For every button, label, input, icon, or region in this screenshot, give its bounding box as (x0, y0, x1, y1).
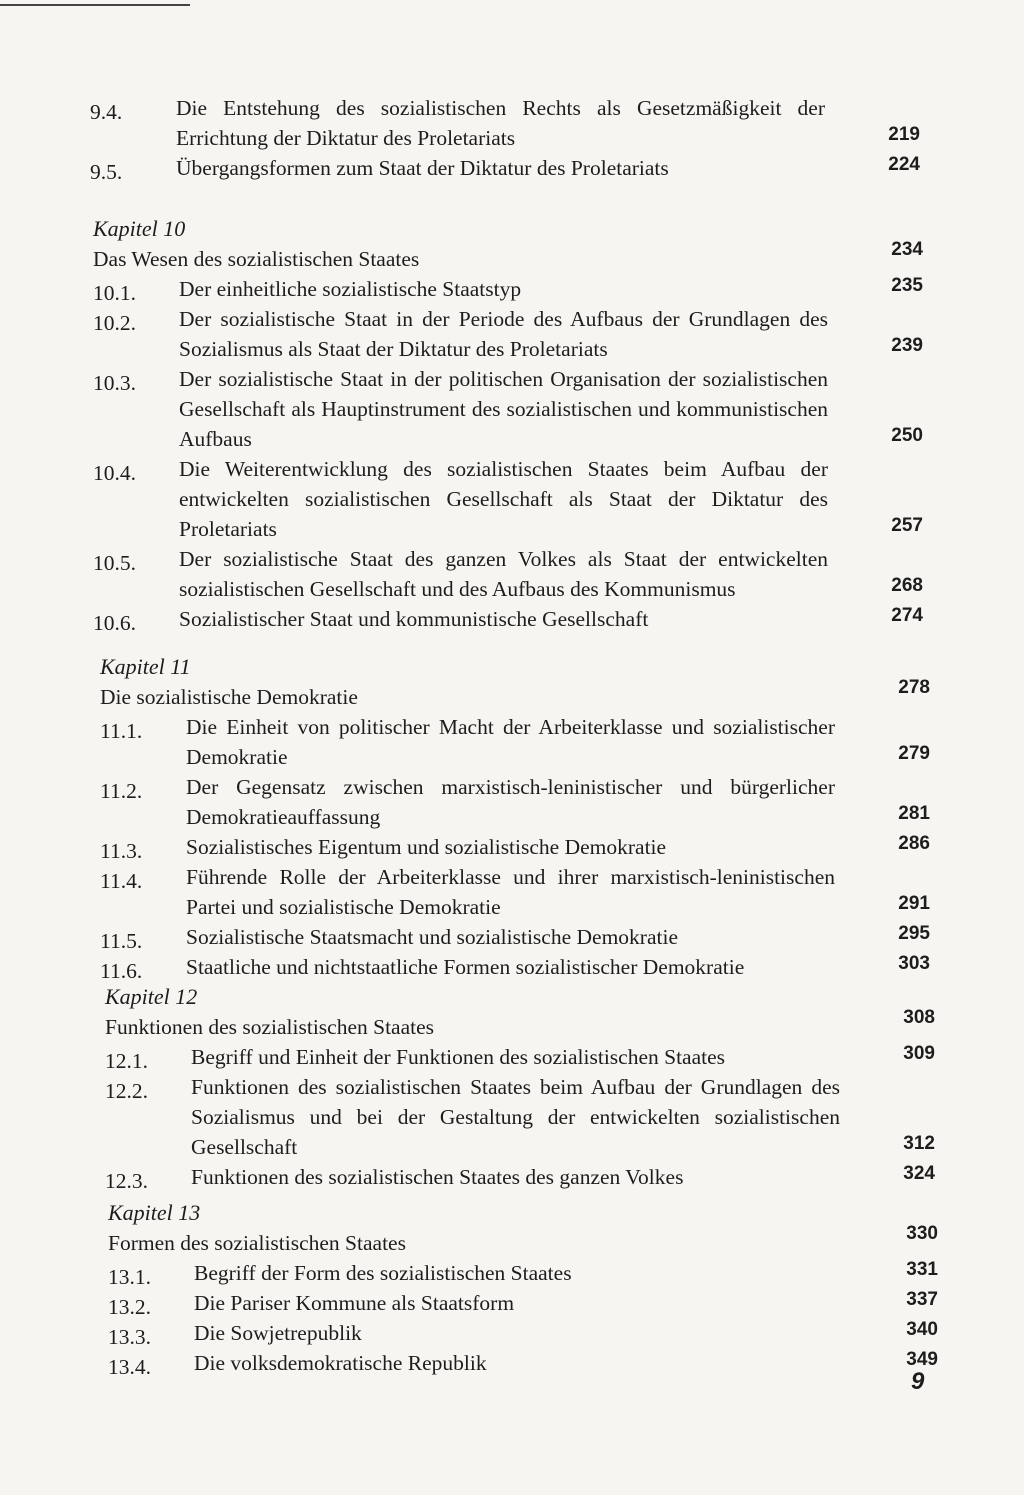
chapter-title (100, 677, 930, 712)
entry-page: 337 (906, 1289, 938, 1310)
entry-number: 10.4. (93, 461, 136, 485)
toc-entry (108, 1318, 938, 1348)
entry-title: Führende Rolle der Arbeiterklasse und ihrer marxistisch-leninistischen Partei und sozialistische Demokratie (186, 865, 835, 919)
chapter-label: Kapitel 12 (105, 984, 198, 1009)
chapter-title (105, 1007, 935, 1042)
entry-number: 10.3. (93, 371, 136, 395)
entry-page: 235 (891, 275, 923, 296)
chapter-title-text: Die sozialistische Demokratie (100, 685, 358, 709)
entry-title: Sozialistisches Eigentum und sozialistische Demokratie (186, 835, 667, 859)
toc-entry (90, 93, 920, 153)
entry-number: 11.5. (100, 929, 143, 953)
toc-entry (93, 604, 923, 634)
entry-number: 11.3. (100, 839, 143, 863)
entry-page: 219 (888, 124, 920, 145)
entry-page: 309 (903, 1043, 935, 1064)
entry-number: 13.1. (108, 1265, 151, 1289)
chapter-page: 278 (898, 677, 930, 698)
entry-number: 10.1. (93, 281, 136, 305)
entry-number: 13.4. (108, 1355, 151, 1379)
entry-page: 279 (898, 743, 930, 764)
entry-title: Übergangsformen zum Staat der Diktatur des Proletariats (176, 156, 669, 180)
chapter-10 (93, 214, 923, 634)
entry-page: 224 (888, 154, 920, 175)
entry-number: 11.1. (100, 719, 143, 743)
entry-page: 340 (906, 1319, 938, 1340)
toc-entry (93, 304, 923, 364)
entry-title: Die Pariser Kommune als Staatsform (194, 1291, 515, 1315)
entry-title: Funktionen des sozialistischen Staates beim Aufbau der Grundlagen des Sozialismus und bei der Gestaltung der entwickelten sozialistischen Gesellschaft (191, 1075, 840, 1159)
chapter-9-continuation (90, 93, 920, 183)
entry-title: Begriff und Einheit der Funktionen des sozialistischen Staates (191, 1045, 726, 1069)
toc-entry (100, 952, 930, 982)
toc-entry (100, 772, 930, 832)
entry-number: 10.6. (93, 611, 136, 635)
entry-title: Die volksdemokratische Republik (194, 1351, 487, 1375)
entry-number: 11.2. (100, 779, 143, 803)
chapter-label: Kapitel 10 (93, 216, 186, 241)
entry-number: 12.3. (105, 1169, 148, 1193)
toc-entry (100, 832, 930, 862)
toc-entry (108, 1258, 938, 1288)
entry-page: 295 (898, 923, 930, 944)
entry-number: 13.2. (108, 1295, 151, 1319)
chapter-label: Kapitel 13 (108, 1200, 201, 1225)
entry-title: Der einheitliche sozialistische Staatstyp (179, 277, 522, 301)
entry-title: Funktionen des sozialistischen Staates des ganzen Volkes (191, 1165, 684, 1189)
entry-number: 11.4. (100, 869, 143, 893)
toc-entry (105, 1162, 935, 1192)
entry-number: 9.4. (90, 100, 123, 124)
entry-title: Der sozialistische Staat des ganzen Volkes als Staat der entwickelten sozialistischen Gesellschaft und des Aufbaus des Kommunismus (179, 547, 828, 601)
entry-page: 239 (891, 335, 923, 356)
chapter-title (108, 1223, 938, 1258)
entry-page: 257 (891, 515, 923, 536)
chapter-12 (105, 982, 935, 1192)
entry-page: 291 (898, 893, 930, 914)
chapter-label: Kapitel 11 (100, 654, 191, 679)
entry-title: Begriff der Form des sozialistischen Staates (194, 1261, 572, 1285)
toc-entry (93, 454, 923, 544)
toc-entry (100, 712, 930, 772)
entry-number: 9.5. (90, 160, 123, 184)
chapter-page: 234 (891, 239, 923, 260)
toc-entry (108, 1288, 938, 1318)
chapter-11 (100, 652, 930, 982)
entry-title: Der Gegensatz zwischen marxistisch-leninistischer und bürgerlicher Demokratieauffassung (186, 775, 835, 829)
entry-page: 349 (906, 1349, 938, 1370)
entry-title: Der sozialistische Staat in der politischen Organisation der sozialistischen Gesellschaft als Hauptinstrument des sozialistischen und kommunistischen Aufbaus (179, 367, 828, 451)
toc-entry (105, 1042, 935, 1072)
entry-number: 12.2. (105, 1079, 148, 1103)
entry-number: 13.3. (108, 1325, 151, 1349)
entry-title: Die Einheit von politischer Macht der Arbeiterklasse und sozialistischer Demokratie (186, 715, 835, 769)
toc-entry (100, 922, 930, 952)
entry-page: 250 (891, 425, 923, 446)
toc-entry (100, 862, 930, 922)
toc-entry (93, 544, 923, 604)
toc-entry (90, 153, 920, 183)
entry-number: 11.6. (100, 959, 143, 983)
entry-page: 331 (906, 1259, 938, 1280)
entry-page: 274 (891, 605, 923, 626)
toc-entry (105, 1072, 935, 1162)
chapter-title-text: Funktionen des sozialistischen Staates (105, 1015, 435, 1039)
toc-entry (108, 1348, 938, 1378)
entry-title: Sozialistischer Staat und kommunistische Gesellschaft (179, 607, 649, 631)
entry-title: Sozialistische Staatsmacht und sozialistische Demokratie (186, 925, 678, 949)
toc-entry (93, 274, 923, 304)
entry-title: Staatliche und nichtstaatliche Formen sozialistischer Demokratie (186, 955, 745, 979)
toc-entry (93, 364, 923, 454)
chapter-title-text: Das Wesen des sozialistischen Staates (93, 247, 420, 271)
entry-title: Die Entstehung des sozialistischen Rechts als Gesetzmäßigkeit der Errichtung der Diktatur des Proletariats (176, 96, 825, 150)
entry-page: 303 (898, 953, 930, 974)
entry-title: Der sozialistische Staat in der Periode des Aufbaus der Grundlagen des Sozialismus als Staat der Diktatur des Proletariats (179, 307, 828, 361)
entry-page: 286 (898, 833, 930, 854)
entry-number: 10.2. (93, 311, 136, 335)
entry-page: 281 (898, 803, 930, 824)
entry-number: 12.1. (105, 1049, 148, 1073)
chapter-title (93, 239, 923, 274)
chapter-13 (108, 1198, 938, 1378)
entry-page: 324 (903, 1163, 935, 1184)
top-rule (0, 4, 190, 6)
entry-page: 312 (903, 1133, 935, 1154)
page-folio: 9 (911, 1368, 925, 1395)
entry-title: Die Sowjetrepublik (194, 1321, 362, 1345)
entry-title: Die Weiterentwicklung des sozialistischen Staates beim Aufbau der entwickelten sozialistischen Gesellschaft als Staat der Diktatur des Proletariats (179, 457, 828, 541)
chapter-page: 330 (906, 1223, 938, 1244)
chapter-page: 308 (903, 1007, 935, 1028)
entry-number: 10.5. (93, 551, 136, 575)
chapter-title-text: Formen des sozialistischen Staates (108, 1231, 406, 1255)
entry-page: 268 (891, 575, 923, 596)
